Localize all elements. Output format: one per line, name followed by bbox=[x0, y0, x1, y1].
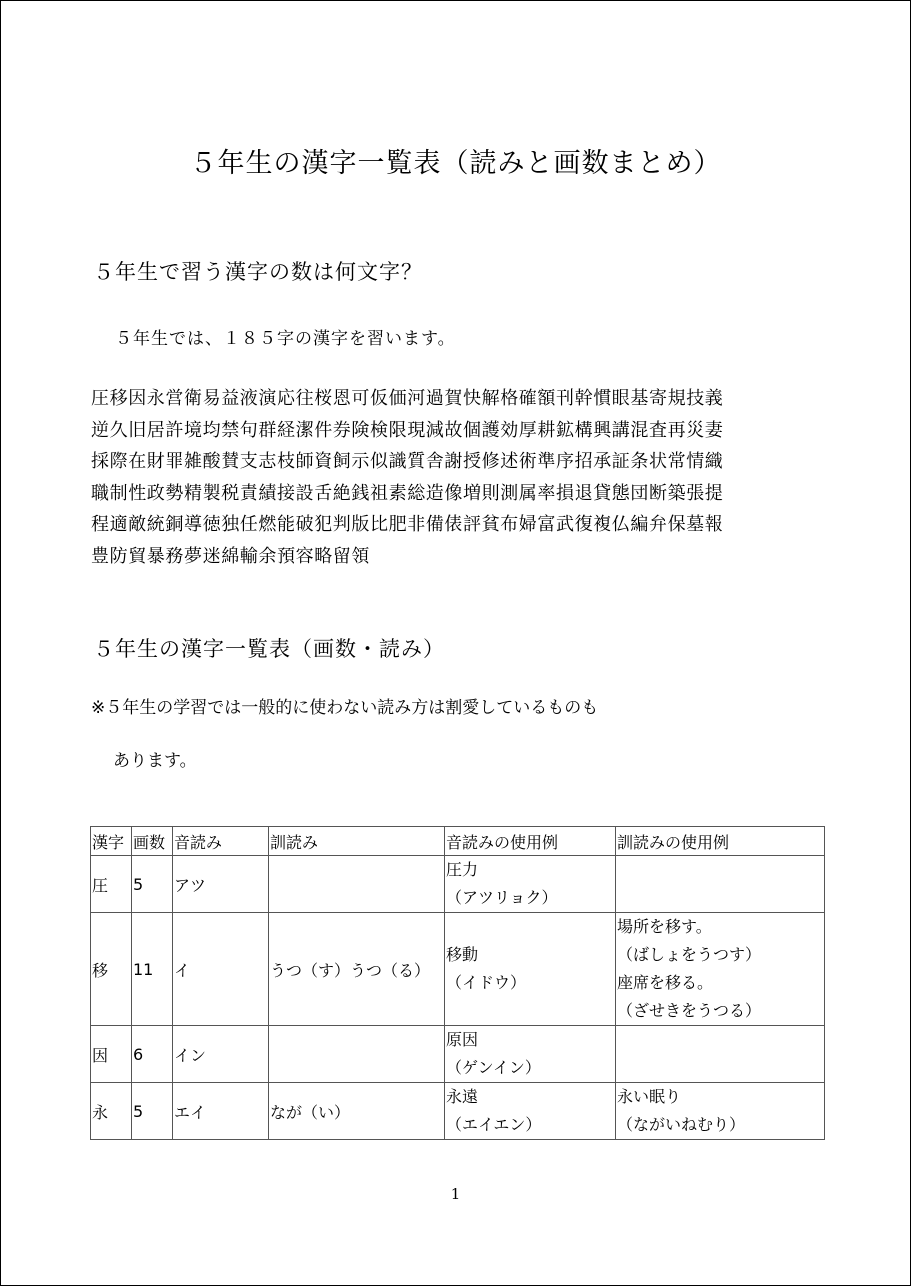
kun-reading-cell: なが（い） bbox=[269, 1083, 445, 1140]
kanji-list-line: 採際在財罪雑酸賛支志枝師資飼示似識質舎謝授修述術準序招承証条状常情織 bbox=[91, 451, 724, 472]
kun-example-cell bbox=[616, 1026, 825, 1083]
on-example-word: 移動 bbox=[446, 945, 479, 964]
table-header-on-reading: 音読み bbox=[173, 827, 269, 856]
table-header-row bbox=[91, 827, 825, 856]
kun-example-cell bbox=[616, 1083, 825, 1140]
page-title: ５年生の漢字一覧表（読みと画数まとめ） bbox=[189, 148, 722, 179]
on-example-cell bbox=[445, 1026, 616, 1083]
kanji-table bbox=[90, 826, 825, 1140]
table-row bbox=[91, 1026, 825, 1083]
kun-reading-cell bbox=[269, 856, 445, 913]
on-example-cell bbox=[445, 856, 616, 913]
intro-text: ５年生では、１８５字の漢字を習います。 bbox=[115, 329, 456, 349]
table-row bbox=[91, 1083, 825, 1140]
strokes-cell: 5 bbox=[132, 1083, 173, 1140]
on-example-word: 永遠 bbox=[446, 1087, 479, 1106]
on-reading-cell: アツ bbox=[173, 856, 269, 913]
table-row bbox=[91, 856, 825, 913]
kanji-cell: 因 bbox=[91, 1026, 132, 1083]
kun-reading-cell: うつ（す）うつ（る） bbox=[269, 913, 445, 1026]
kun-example-cell bbox=[616, 856, 825, 913]
table-row bbox=[91, 913, 825, 1026]
kun-example-sentence: 座席を移る。 bbox=[617, 973, 714, 992]
on-reading-cell: エイ bbox=[173, 1083, 269, 1140]
kanji-list bbox=[91, 383, 826, 572]
kun-example-reading: （ばしょをうつす） bbox=[617, 945, 762, 964]
on-example-cell bbox=[445, 913, 616, 1026]
section-heading-table: ５年生の漢字一覧表（画数・読み） bbox=[93, 637, 445, 661]
kanji-cell: 圧 bbox=[91, 856, 132, 913]
strokes-cell: 5 bbox=[132, 856, 173, 913]
kun-example-sentence: 永い眠り bbox=[617, 1087, 682, 1106]
on-example-word: 原因 bbox=[446, 1030, 479, 1049]
on-example-word: 圧力 bbox=[446, 860, 479, 879]
table-header-kun-reading: 訓読み bbox=[269, 827, 445, 856]
kanji-list-line: 逆久旧居許境均禁句群経潔件券険検限現減故個護効厚耕鉱構興講混査再災妻 bbox=[91, 419, 724, 441]
on-example-reading: （アツリョク） bbox=[446, 888, 558, 907]
kanji-cell: 移 bbox=[91, 913, 132, 1026]
on-example-reading: （イドウ） bbox=[446, 973, 527, 992]
kanji-list-line: 豊防貿暴務夢迷綿輸余預容略留領 bbox=[91, 545, 370, 567]
table-header-kanji: 漢字 bbox=[91, 827, 132, 856]
on-example-reading: （ゲンイン） bbox=[446, 1058, 541, 1077]
kun-example-cell bbox=[616, 913, 825, 1026]
kun-example-reading: （ざせきをうつる） bbox=[617, 1001, 762, 1020]
note-text: ※５年生の学習では一般的に使わない読み方は割愛しているものも bbox=[91, 698, 599, 718]
table-header-on-example: 音読みの使用例 bbox=[445, 827, 616, 856]
table-header-kun-example: 訓読みの使用例 bbox=[616, 827, 825, 856]
kanji-list-line: 程適敵統銅導徳独任燃能破犯判版比肥非備俵評貧布婦富武復複仏編弁保墓報 bbox=[91, 514, 724, 535]
kanji-list-line: 職制性政勢精製税責績接設舌絶銭祖素総造像増則測属率損退貸態団断築張提 bbox=[91, 482, 724, 504]
kanji-cell: 永 bbox=[91, 1083, 132, 1140]
table-header-strokes: 画数 bbox=[132, 827, 173, 856]
section-heading-count: ５年生で習う漢字の数は何文字？ bbox=[93, 260, 423, 284]
note-text-continued: あります。 bbox=[113, 751, 197, 771]
kanji-list-line: 圧移因永営衛易益液演応往桜恩可仮価河過賀快解格確額刊幹慣眼基寄規技義 bbox=[91, 388, 724, 409]
on-reading-cell: イン bbox=[173, 1026, 269, 1083]
kun-example-sentence: 場所を移す。 bbox=[617, 917, 712, 936]
on-reading-cell: イ bbox=[173, 913, 269, 1026]
page-number: 1 bbox=[450, 1185, 461, 1203]
on-example-reading: （エイエン） bbox=[446, 1115, 542, 1134]
strokes-cell: 11 bbox=[132, 913, 173, 1026]
strokes-cell: 6 bbox=[132, 1026, 173, 1083]
kun-reading-cell bbox=[269, 1026, 445, 1083]
on-example-cell bbox=[445, 1083, 616, 1140]
kun-example-reading: （ながいねむり） bbox=[617, 1115, 746, 1134]
